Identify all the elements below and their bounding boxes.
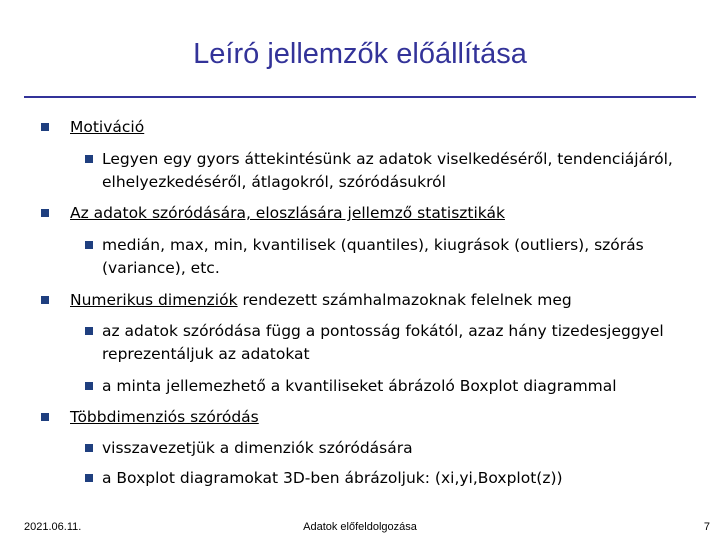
sub-bullet-marker <box>85 382 93 390</box>
bullet-numeric-dimensions <box>70 289 690 312</box>
bullet-marker <box>41 123 49 131</box>
sub-bullet-reduce: visszavezetjük a dimenziók szóródására <box>102 439 413 457</box>
bullet-marker <box>41 296 49 304</box>
footer-title: Adatok előfeldolgozása <box>303 521 417 533</box>
footer-date: 2021.06.11. <box>24 521 82 533</box>
sub-bullet-overview: Legyen egy gyors áttekintésünk az adatok viselkedéséről, tendenciájáról, elhelyezkedéséről, átlagokról, szóródásukról <box>102 150 673 191</box>
bullet-statistics: Az adatok szóródására, eloszlására jellemző statisztikák <box>70 204 505 222</box>
sub-bullet-marker <box>85 327 93 335</box>
sub-bullet-marker <box>85 444 93 452</box>
title-rule <box>24 96 696 98</box>
bullet-motivation: Motiváció <box>70 118 145 136</box>
bullet-marker <box>41 413 49 421</box>
numeric-dimensions-rest: rendezett számhalmazoknak felelnek meg <box>237 291 572 309</box>
bullet-multidimensional: Többdimenziós szóródás <box>70 408 259 426</box>
sub-bullet-measures: medián, max, min, kvantilisek (quantiles), kiugrások (outliers), szórás (variance), etc. <box>102 236 644 277</box>
numeric-dimensions-term: Numerikus dimenziók <box>70 291 238 309</box>
bullet-marker <box>41 209 49 217</box>
sub-bullet-precision: az adatok szóródása függ a pontosság fokától, azaz hány tizedesjeggyel reprezentáljuk az adatokat <box>102 322 664 363</box>
sub-bullet-marker <box>85 474 93 482</box>
sub-bullet-marker <box>85 241 93 249</box>
sub-bullet-marker <box>85 155 93 163</box>
sub-bullet-3d: a Boxplot diagramokat 3D-ben ábrázoljuk: (xi,yi,Boxplot(z)) <box>102 469 563 487</box>
page-number: 7 <box>703 521 710 533</box>
slide-title: Leíró jellemzők előállítása <box>193 38 527 70</box>
sub-bullet-boxplot: a minta jellemezhető a kvantiliseket ábrázoló Boxplot diagrammal <box>102 377 617 395</box>
